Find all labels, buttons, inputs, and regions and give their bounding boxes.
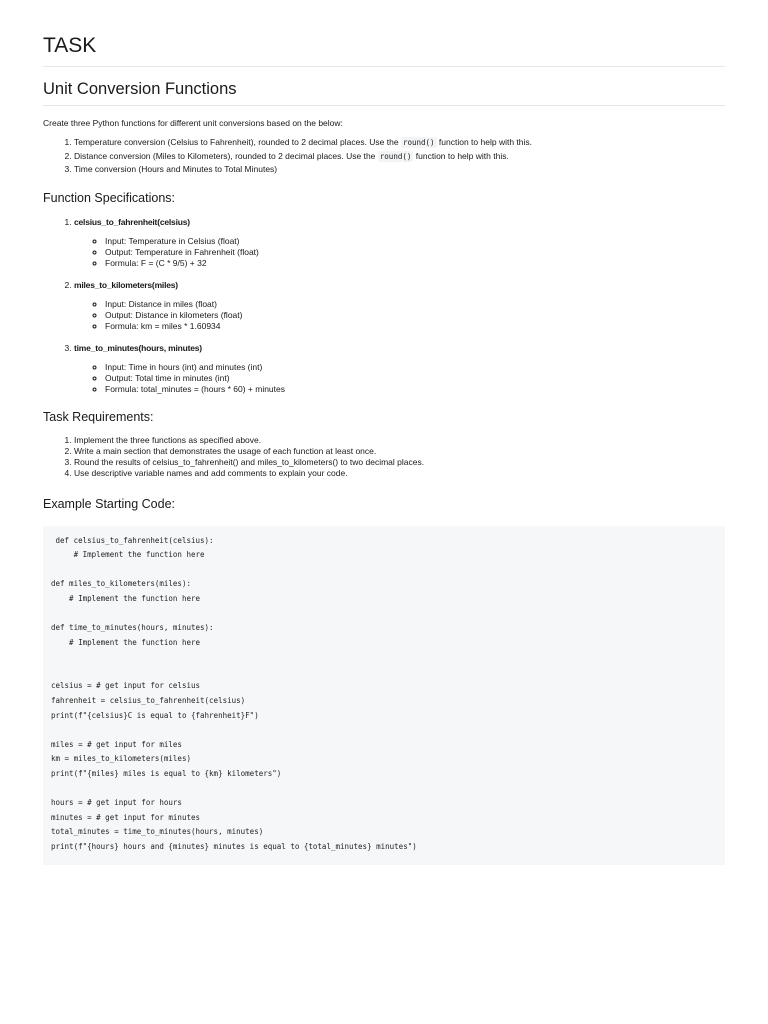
conversion-item	[74, 163, 725, 176]
conversion-list	[43, 136, 725, 176]
conversion-text: Distance conversion (Miles to Kilometers), rounded to 2 decimal places. Use the	[74, 150, 378, 161]
conversion-text: function to help with this.	[436, 137, 533, 147]
code-block: def celsius_to_fahrenheit(celsius): # Implement the function here def miles_to_kilometers(miles): # Implement the function here def time_to_minutes(hours, minutes): # Implement the function here celsius = # get input for celsius fahrenheit = celsius_to_fahrenheit(celsius) print(f"{celsius}C is equal to {fahrenheit}F") miles = # get input for miles km = miles_to_kilometers(miles) print(f"{miles} miles is equal to {km} kilometers") hours = # get input for hours minutes = # get input for minutes total_minutes = time_to_minutes(hours, minutes) print(f"{hours} hours and {minutes} minutes is equal to {total_minutes} minutes")	[43, 526, 725, 865]
conversion-text: function to help with this.	[413, 150, 509, 161]
detail-item: ◦ Input: Temperature in Celsius (float)	[105, 236, 725, 247]
function-name: time_to_minutes(hours, minutes)	[74, 342, 202, 353]
document-page	[43, 30, 725, 865]
function-spec-list	[43, 216, 725, 395]
detail-item: ◦ Input: Time in hours (int) and minutes (int)	[105, 362, 725, 373]
function-name: celsius_to_fahrenheit(celsius)	[74, 216, 190, 227]
spec-heading: Function Specifications:	[43, 190, 176, 205]
function-details	[74, 299, 725, 332]
conversion-item	[74, 136, 725, 150]
detail-item: ◦ Formula: km = miles * 1.60934	[105, 321, 725, 332]
page-subtitle: Unit Conversion Functions	[43, 79, 725, 106]
page-title: TASK	[43, 30, 725, 67]
inline-code: round()	[402, 138, 435, 147]
detail-item: ◦ Input: Distance in miles (float)	[105, 299, 725, 310]
requirement-item: 2. Write a main section that demonstrates the usage of each function at least once.	[74, 446, 725, 457]
requirement-item: 3. Round the results of celsius_to_fahrenheit() and miles_to_kilometers() to two decimal places.	[74, 457, 725, 468]
requirement-item: 4. Use descriptive variable names and add comments to explain your code.	[74, 468, 725, 479]
detail-item: ◦ Output: Temperature in Fahrenheit (float)	[105, 247, 725, 258]
code-heading: Example Starting Code:	[43, 496, 176, 511]
detail-item: ◦ Formula: F = (C * 9/5) + 32	[105, 258, 725, 269]
conversion-text: Temperature conversion (Celsius to Fahrenheit), rounded to 2 decimal places. Use the	[74, 137, 401, 147]
requirements-heading: Task Requirements:	[43, 409, 154, 424]
function-details	[74, 362, 725, 395]
intro-text: Create three Python functions for different unit conversions based on the below:	[43, 118, 343, 128]
function-spec	[74, 216, 725, 269]
function-details	[74, 236, 725, 269]
detail-item: ◦ Output: Distance in kilometers (float)	[105, 310, 725, 321]
detail-item: ◦ Formula: total_minutes = (hours * 60) + minutes	[105, 384, 725, 395]
conversion-text: Time conversion (Hours and Minutes to Total Minutes)	[74, 164, 278, 174]
requirements-list	[43, 435, 725, 479]
detail-item: ◦ Output: Total time in minutes (int)	[105, 373, 725, 384]
function-spec	[74, 342, 725, 395]
inline-code: round()	[379, 151, 412, 161]
function-spec	[74, 279, 725, 332]
conversion-item	[74, 150, 725, 164]
function-name: miles_to_kilometers(miles)	[74, 279, 178, 290]
requirement-item: 1. Implement the three functions as specified above.	[74, 435, 725, 446]
